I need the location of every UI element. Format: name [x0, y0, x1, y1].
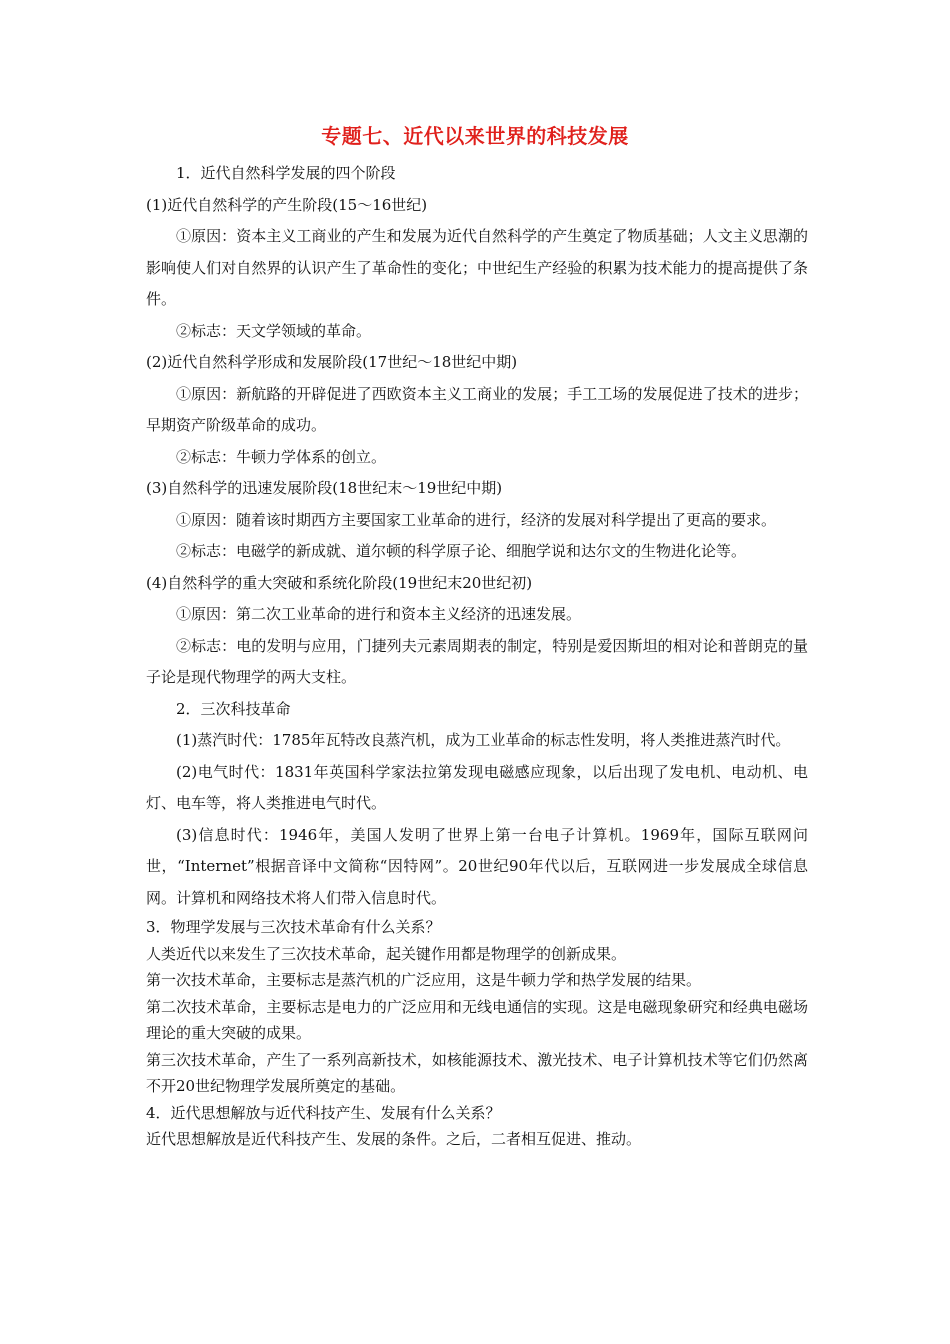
- stage-1-mark: ②标志：天文学领域的革命。: [176, 321, 372, 340]
- stage-3-reason: ①原因：随着该时期西方主要国家工业革命的进行，经济的发展对科学提出了更高的要求。: [176, 510, 777, 529]
- section-3-line-4: 第三次技术革命，产生了一系列高新技术，如核能源技术、激光技术、电子计算机技术等它们仍然离不开20世纪物理学发展所奠定的基础。: [146, 1050, 808, 1095]
- stage-4-mark: ②标志：电的发明与应用，门捷列夫元素周期表的制定，特别是爱因斯坦的相对论和普朗克的量子论是现代物理学的两大支柱。: [146, 636, 808, 686]
- stage-3-heading: (3)自然科学的迅速发展阶段(18世纪末～19世纪中期): [146, 479, 503, 497]
- section-4-heading: 4．近代思想解放与近代科技产生、发展有什么关系？: [146, 1103, 501, 1122]
- revolution-item-2: (2)电气时代：1831年英国科学家法拉第发现电磁感应现象，以后出现了发电机、电动机、电灯、电车等，将人类推进电气时代。: [146, 762, 808, 812]
- section-2-heading: 2．三次科技革命: [176, 699, 291, 718]
- document-body: [146, 158, 808, 1153]
- stage-4-reason: ①原因：第二次工业革命的进行和资本主义经济的迅速发展。: [176, 605, 582, 623]
- stage-2-reason: ①原因：新航路的开辟促进了西欧资本主义工商业的发展；手工工场的发展促进了技术的进步；早期资产阶级革命的成功。: [146, 384, 808, 434]
- revolution-item-1: (1)蒸汽时代：1785年瓦特改良蒸汽机，成为工业革命的标志性发明，将人类推进蒸汽时代。: [176, 731, 791, 749]
- section-1-heading: 1．近代自然科学发展的四个阶段: [176, 164, 396, 182]
- section-3-line-2: 第一次技术革命，主要标志是蒸汽机的广泛应用，这是牛顿力学和热学发展的结果。: [146, 971, 702, 989]
- page-title: 专题七、近代以来世界的科技发展: [321, 124, 629, 148]
- revolution-item-3: (3)信息时代：1946年，美国人发明了世界上第一台电子计算机。1969年，国际互联网问世，“Internet”根据音译中文简称“因特网”。20世纪90年代以后，互联网进一步发展成全球信息网。计算机和网络技术将人们带入信息时代。: [146, 825, 808, 907]
- stage-1-reason: ①原因：资本主义工商业的产生和发展为近代自然科学的产生奠定了物质基础；人文主义思潮的影响使人们对自然界的认识产生了革命性的变化；中世纪生产经验的积累为技术能力的提高提供了条件。: [146, 227, 808, 308]
- stage-1-heading: (1)近代自然科学的产生阶段(15～16世纪): [146, 195, 428, 214]
- stage-2-heading: (2)近代自然科学形成和发展阶段(17世纪～18世纪中期): [146, 353, 518, 371]
- stage-2-mark: ②标志：牛顿力学体系的创立。: [176, 447, 387, 466]
- section-4-line-1: 近代思想解放是近代科技产生、发展的条件。之后，二者相互促进、推动。: [146, 1130, 642, 1148]
- section-3-line-3: 第二次技术革命，主要标志是电力的广泛应用和无线电通信的实现。这是电磁现象研究和经典电磁场理论的重大突破的成果。: [146, 997, 808, 1042]
- stage-4-heading: (4)自然科学的重大突破和系统化阶段(19世纪末20世纪初): [146, 573, 533, 592]
- stage-3-mark: ②标志：电磁学的新成就、道尔顿的科学原子论、细胞学说和达尔文的生物进化论等。: [176, 542, 747, 560]
- section-3-heading: 3．物理学发展与三次技术革命有什么关系？: [146, 918, 441, 936]
- section-3-line-1: 人类近代以来发生了三次技术革命，起关键作用都是物理学的创新成果。: [146, 944, 627, 963]
